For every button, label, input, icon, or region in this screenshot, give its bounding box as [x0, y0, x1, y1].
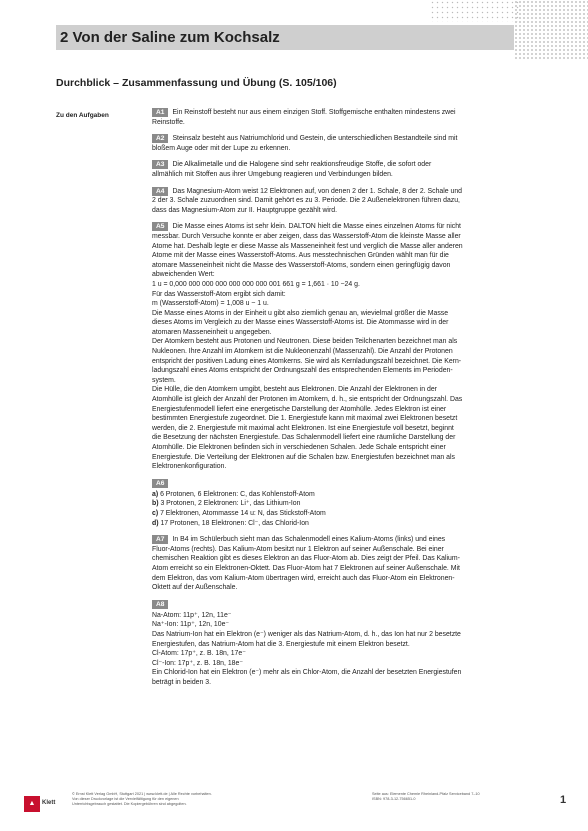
- task-text: system.: [152, 376, 176, 384]
- task-text: allmählich mit Stoffen aus ihrer Umgebung reagieren und Verbindungen bilden.: [152, 170, 393, 178]
- task-text: Die Alkalimetalle und die Halogene sind sehr reaktionsfreudige Stoffe, die sofort oder: [172, 161, 432, 169]
- list-item: d) 17 Protonen, 18 Elektronen: Cl⁻, das Chlorid-Ion: [152, 519, 309, 527]
- task-text: dem Elektron, das vom Kalium-Atom übertragen wird, erreicht auch das Fluor-Atom ein Elektronen-: [152, 574, 455, 582]
- task-tag: A6: [152, 479, 168, 488]
- task-tag: A2: [152, 134, 168, 143]
- task-text: Die Hülle, die den Atomkern umgibt, besteht aus Elektronen. Die Anzahl der Elektronen in der: [152, 386, 437, 394]
- chapter-title: 2 Von der Saline zum Kochsalz: [60, 29, 280, 46]
- task-text: bestimmten Energiestufe zugeordnet. Die 1. Energiestufe kann mit maximal zwei Elektronen besetzt: [152, 415, 458, 423]
- task-a5: [152, 222, 532, 471]
- task-list: [152, 108, 532, 694]
- task-text: Nukleonen. Ihre Anzahl im Atomkern ist die Nukleonenzahl (Massenzahl). Die Anzahl der Protonen: [152, 348, 453, 356]
- task-text: Na-Atom: 11p⁺, 12n, 11e⁻: [152, 611, 232, 619]
- task-a1: [152, 108, 532, 127]
- task-text: Ein Chlorid-Ion hat ein Elektron (e⁻) mehr als ein Chlor-Atom, die Anzahl der besetzten Energiestufen: [152, 669, 462, 677]
- section-title: Durchblick – Zusammenfassung und Übung (S. 105/106): [56, 77, 337, 89]
- list-item: a) 6 Protonen, 6 Elektronen: C, das Kohlenstoff-Atom: [152, 490, 315, 498]
- task-text: werden, die 2. Energiestufe mit maximal acht Elektronen. Ist eine Energiestufe voll besetzt, beginnt: [152, 424, 454, 432]
- task-text: dass das Magnesium-Atom zur II. Hauptgruppe gezählt wird.: [152, 206, 337, 214]
- klett-logo-icon: ▲: [24, 796, 40, 812]
- task-text: beträgt in beiden 3.: [152, 678, 211, 686]
- task-text: Energiestufe. Die Verteilung der Elektronen auf die Schalen bzw. Energiestufen bezeichnet man als: [152, 453, 455, 461]
- task-text: In B4 im Schülerbuch sieht man das Schalenmodell eines Kalium-Atoms (links) und eines: [172, 536, 446, 544]
- task-text: entspricht der positiven Ladung eines Atomkerns. Sie wird als Kernladungszahl bezeichnet. Die Kern-: [152, 357, 462, 365]
- task-text: atomare Masseneinheit nicht die Masse des Wasserstoff-Atoms, sondern einen geringfügig davon: [152, 261, 451, 269]
- task-tag: A7: [152, 535, 168, 544]
- task-text: m (Wasserstoff-Atom) = 1,008 u ~ 1 u.: [152, 300, 269, 308]
- publisher-logo-text: Klett: [42, 800, 56, 806]
- task-text: bloßem Auge oder mit der Lupe zu erkennen.: [152, 144, 291, 152]
- task-a6: [152, 479, 532, 528]
- task-text: abweichenden Wert:: [152, 271, 215, 279]
- task-tag: A3: [152, 160, 168, 169]
- task-text: Fluor-Atoms (rechts). Das Kalium-Atom besitzt nur 1 Elektron auf seiner Außenschale. Bei einer: [152, 545, 444, 553]
- task-text: Atome hat. Deshalb legte er diese Masse als Masseneinheit fest und verglich die Masse aller anderen: [152, 242, 463, 250]
- side-label: Zu den Aufgaben: [56, 112, 109, 119]
- task-tag: A5: [152, 222, 168, 231]
- source-notice: Seite aus: Elemente Chemie Rheinland-Pfalz Serviceband 7–10 ISBN: 978-3-12-756651-0: [372, 792, 480, 801]
- task-text: Die Masse eines Atoms ist sehr klein. DALTON hielt die Masse eines einzelnen Atoms für nicht: [172, 223, 461, 231]
- task-text: Na⁺-Ion: 11p⁺, 12n, 10e⁻: [152, 621, 230, 629]
- list-item: b) 3 Protonen, 2 Elektronen: Li⁺, das Lithium-Ion: [152, 500, 301, 508]
- task-tag: A1: [152, 108, 168, 117]
- task-a3: [152, 160, 532, 179]
- task-text: Das Magnesium-Atom weist 12 Elektronen auf, von denen 2 der 1. Schale, 8 der 2. Schale und: [172, 187, 463, 195]
- task-text: Cl-Atom: 17p⁺, z. B. 18n, 17e⁻: [152, 650, 246, 658]
- page-number: 1: [560, 794, 567, 806]
- task-text: Atomhülle. Die Elektronen befinden sich in verschiedenen Schalen. Jede Schale entspricht einer: [152, 444, 446, 451]
- task-text: Cl⁻-Ion: 17p⁺, z. B. 18n, 18e⁻: [152, 659, 243, 667]
- task-text: Die Masse eines Atoms in der Einheit u gibt also ziemlich genau an, wievielmal größer die Masse: [152, 309, 449, 317]
- task-text: Steinsalz besteht aus Natriumchlorid und Gestein, die unterschiedlichen Bestandteile sind mit: [172, 135, 458, 143]
- header-decoration: [430, 0, 520, 22]
- task-a7: [152, 535, 532, 593]
- task-text: chemischen Reaktion gibt es dieses Elektron an das Fluor-Atom ab. Dies zeigt der Pfeil. Das Kalium-: [152, 555, 460, 563]
- task-text: 2 der 3. Schale zuzuordnen sind. Damit gehört es zu 3. Periode. Die 2 Außenelektronen führen dazu,: [152, 197, 460, 205]
- task-text: Oktett auf der Außenschale.: [152, 584, 238, 592]
- task-text: 1 u = 0,000 000 000 000 000 000 000 001 661 g = 1,661 · 10 −24 g.: [152, 280, 360, 288]
- task-a2: [152, 134, 532, 153]
- task-text: messbar. Durch Versuche konnte er aber zeigen, dass das Wasserstoff-Atom die kleinste Masse aller: [152, 232, 461, 240]
- task-text: Elektronenkonfiguration.: [152, 463, 227, 471]
- task-text: die Besetzung der nächsten Energiestufe. Das Schalenmodell liefert eine räumliche Darstellung der: [152, 434, 456, 442]
- task-text: Für das Wasserstoff-Atom ergibt sich damit:: [152, 290, 286, 298]
- task-tag: A8: [152, 600, 168, 609]
- task-text: Ein Reinstoff besteht nur aus einem einzigen Stoff. Stoffgemische enthalten mindestens zwei: [172, 109, 456, 116]
- task-text: Das Natrium-Ion hat ein Elektron (e⁻) weniger als das Natrium-Atom, d. h., das Ion hat nur 2 besetzte: [152, 630, 461, 638]
- task-text: Atome mit der Masse eines Wasserstoff-Atoms. Aus messtechnischen Gründen wählt man für die: [152, 252, 449, 260]
- task-tag: A4: [152, 187, 168, 196]
- header-decoration: [514, 0, 588, 60]
- copyright-notice: © Ernst Klett Verlag GmbH, Stuttgart 2021 | www.klett.de | Alle Rechte vorbehalten. Von dieser Druckvorlage ist die Vervielfältigung für den eigenen Unterrichtsgebrauch gestattet. Die Kopiergebühren sind abgegolten.: [72, 792, 212, 806]
- task-text: Reinstoffe.: [152, 118, 185, 126]
- task-text: Atomhülle ist gleich der Anzahl der Protonen im Atomkern, d. h., sie entspricht der Ordnungszahl. Das: [152, 396, 463, 404]
- task-text: ladungszahl eines Atoms entspricht der Ordnungszahl des entsprechenden Elements im Perioden-: [152, 367, 453, 375]
- task-a4: [152, 187, 532, 216]
- list-item: c) 7 Elektronen, Atommasse 14 u: N, das Stickstoff-Atom: [152, 509, 326, 517]
- task-text: Energiestufenmodell liefert eine energetische Darstellung der Atomhülle. Jedes Elektron ist einer: [152, 405, 447, 413]
- task-text: Der Atomkern besteht aus Protonen und Neutronen. Diese beiden Teilchenarten bezeichnet man als: [152, 338, 458, 346]
- task-a8: [152, 600, 532, 688]
- task-text: atomaren Masseneinheit u angegeben.: [152, 328, 272, 336]
- task-text: dieses Atoms im Vergleich zu der Masse eines Wasserstoff-Atoms ist. Die Atommasse wird in der: [152, 319, 449, 327]
- task-text: Atom erreicht so ein Elektronen-Oktett. Das Fluor-Atom hat 7 Elektronen auf seiner Außenschale. Mit: [152, 564, 460, 572]
- task-text: Energiestufen, das Natrium-Atom hat die 3. Energiestufe mit einem Elektron besetzt.: [152, 640, 410, 648]
